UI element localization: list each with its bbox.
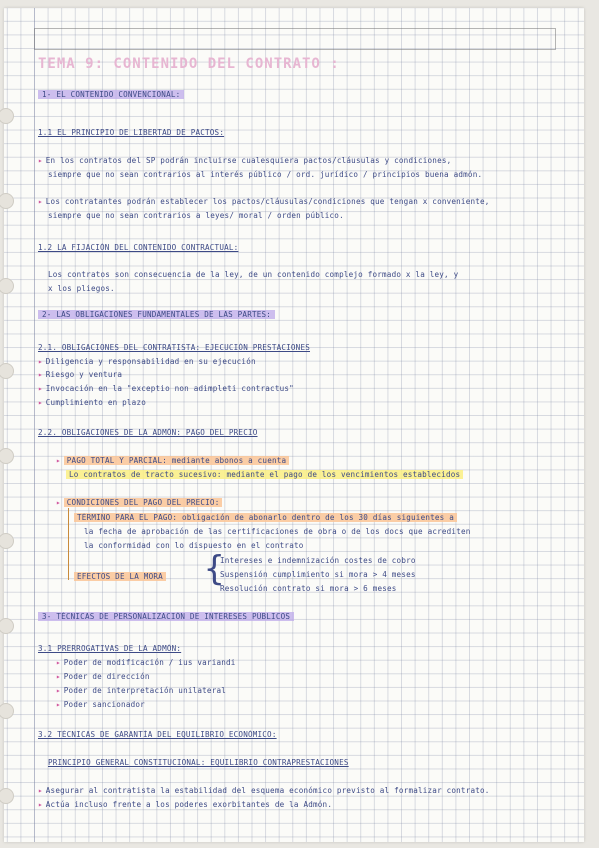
bullet-icon: ▸ (56, 498, 61, 507)
bullet-line: ▸ Diligencia y responsabilidad en su ejecución (38, 357, 256, 366)
bullet-icon: ▸ (56, 686, 61, 695)
binder-hole (0, 363, 14, 379)
subsection-heading: 2.1. OBLIGACIONES DEL CONTRATISTA: EJECUCIÓN PRESTACIONES (38, 343, 310, 352)
section-heading: 2- LAS OBLIGACIONES FUNDAMENTALES DE LAS PARTES: (38, 310, 584, 319)
bullet-line: ▸ PAGO TOTAL Y PARCIAL: mediante abonos a cuenta (56, 456, 584, 465)
binder-hole (0, 278, 14, 294)
bullet-icon: ▸ (38, 357, 43, 366)
text-line: Resolución contrato si mora > 6 meses (220, 584, 397, 593)
binder-hole (0, 193, 14, 209)
text-line: Lo contratos de tracto sucesivo: mediante el pago de los vencimientos establecidos (66, 470, 584, 479)
text-line: EFECTOS DE LA MORA (74, 572, 584, 581)
bullet-icon: ▸ (38, 398, 43, 407)
binder-hole (0, 108, 14, 124)
bullet-line: ▸ Actúa incluso frente a los poderes exorbitantes de la Admón. (38, 800, 333, 809)
section-heading: 3- TÉCNICAS DE PERSONALIZACIÓN DE INTERESES PÚBLICOS (38, 612, 584, 621)
bullet-line: ▸ Cumplimiento en plazo (38, 398, 146, 407)
bullet-line: ▸ CONDICIONES DEL PAGO DEL PRECIO: (56, 498, 584, 507)
bullet-line: ▸ Poder de modificación / ius variandi (56, 658, 236, 667)
subsection-heading: 3.1 PRERROGATIVAS DE LA ADMÓN: (38, 644, 182, 653)
bullet-line: ▸ Asegurar al contratista la estabilidad del esquema económico previsto al formalizar contrato. (38, 786, 490, 795)
header-box (34, 28, 556, 50)
page-title: TEMA 9: CONTENIDO DEL CONTRATO : (38, 56, 340, 72)
bullet-line: ▸ Riesgo y ventura (38, 370, 123, 379)
bullet-icon: ▸ (38, 786, 43, 795)
text-line: PRINCIPIO GENERAL CONSTITUCIONAL: EQUILIBRIO CONTRAPRESTACIONES (48, 758, 349, 767)
binder-hole (0, 788, 14, 804)
text-line: Intereses e indemnización costes de cobro (220, 556, 416, 565)
text-line: Suspensión cumplimiento si mora > 4 meses (220, 570, 416, 579)
subsection-heading: 1.1 EL PRINCIPIO DE LIBERTAD DE PACTOS: (38, 128, 225, 137)
margin-line (34, 8, 35, 842)
bullet-icon: ▸ (56, 672, 61, 681)
bullet-line: ▸ Poder de dirección (56, 672, 150, 681)
notebook-page (4, 8, 584, 842)
binder-hole (0, 618, 14, 634)
bullet-icon: ▸ (38, 156, 43, 165)
text-line: la conformidad con lo dispuesto en el contrato (84, 541, 304, 550)
bullet-line: ▸ Los contratantes podrán establecer los pactos/cláusulas/condiciones que tengan x conveniente, (38, 197, 490, 206)
text-line: siempre que no sean contrarios a leyes/ moral / orden público. (48, 211, 344, 220)
bracket-line (68, 508, 69, 580)
bullet-icon: ▸ (38, 384, 43, 393)
bullet-icon: ▸ (56, 658, 61, 667)
bullet-line: ▸ Poder sancionador (56, 700, 145, 709)
bullet-icon: ▸ (38, 800, 43, 809)
curly-brace: { (204, 549, 225, 589)
section-heading: 1- EL CONTENIDO CONVENCIONAL: (38, 90, 584, 99)
binder-hole (0, 703, 14, 719)
bullet-icon: ▸ (38, 197, 43, 206)
subsection-heading: 3.2 TÉCNICAS DE GARANTÍA DEL EQUILIBRIO ECONÓMICO: (38, 730, 277, 739)
bullet-line: ▸ En los contratos del SP podrán incluirse cualesquiera pactos/cláusulas y condiciones, (38, 156, 452, 165)
binder-hole (0, 448, 14, 464)
text-line: siempre que no sean contrarios al interés público / ord. jurídico / principios buena admón. (48, 170, 483, 179)
text-line: TÉRMINO PARA EL PAGO: obligación de abonarlo dentro de los 30 días siguientes a (74, 513, 584, 522)
bullet-line: ▸ Invocación en la "exceptio non adimpleti contractus" (38, 384, 294, 393)
text-line: Los contratos son consecuencia de la ley, de un contenido complejo formado x la ley, y (48, 270, 459, 279)
bullet-icon: ▸ (56, 456, 61, 465)
text-line: x los pliegos. (48, 284, 115, 293)
binder-hole (0, 533, 14, 549)
text-line: la fecha de aprobación de las certificaciones de obra o de los docs que acrediten (84, 527, 471, 536)
subsection-heading: 1.2 LA FIJACIÓN DEL CONTENIDO CONTRACTUAL: (38, 243, 239, 252)
bullet-line: ▸ Poder de interpretación unilateral (56, 686, 227, 695)
bullet-icon: ▸ (38, 370, 43, 379)
subsection-heading: 2.2. OBLIGACIONES DE LA ADMÓN: PAGO DEL PRECIO (38, 428, 258, 437)
bullet-icon: ▸ (56, 700, 61, 709)
